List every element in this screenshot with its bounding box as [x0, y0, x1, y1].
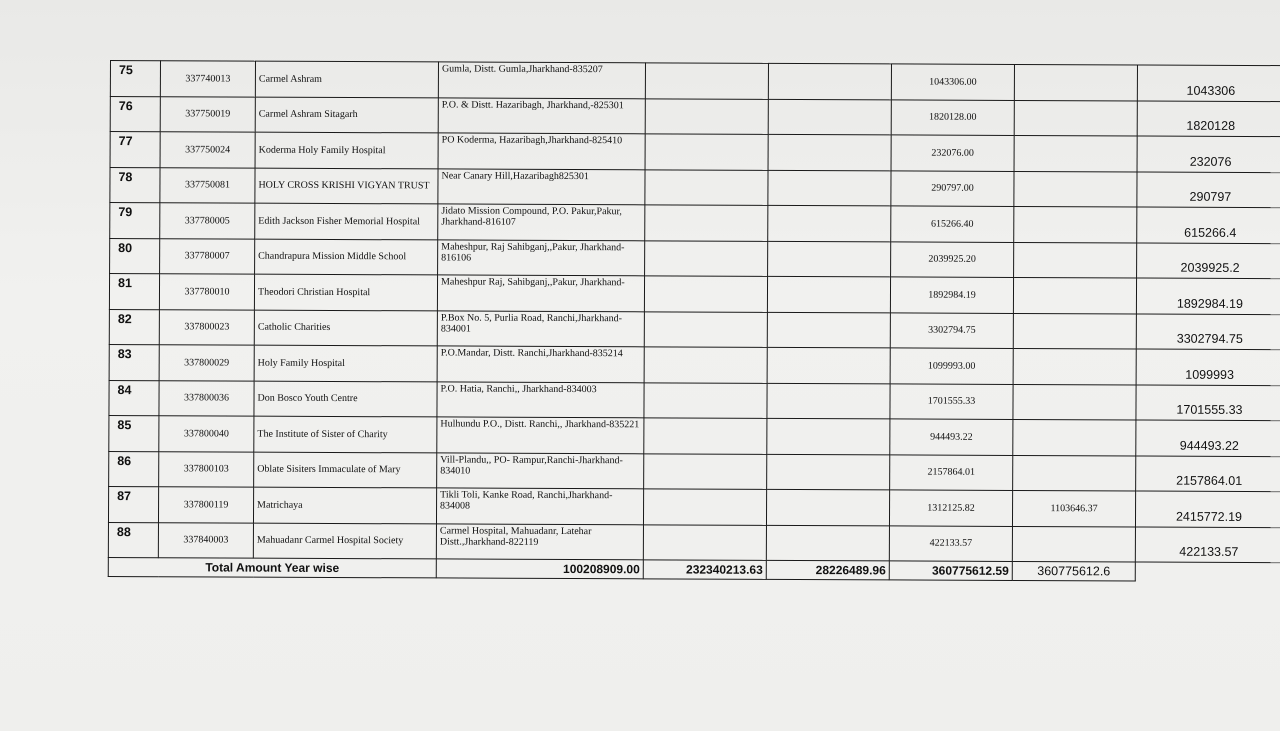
amount-year3: 290797.00: [891, 170, 1014, 206]
serial-number: 75: [110, 61, 160, 97]
organisation-name: Catholic Charities: [254, 310, 437, 346]
amount-year1: [644, 453, 767, 489]
fc-receipts-table: [108, 60, 1280, 582]
table-row: [109, 380, 1280, 421]
organisation-address: P.Box No. 5, Purlia Road, Ranchi,Jharkhand-834001: [437, 310, 644, 346]
serial-number: 80: [110, 238, 160, 274]
amount-year3: 1043306.00: [891, 64, 1014, 100]
registration-code: 337800040: [159, 416, 254, 452]
organisation-name: Carmel Ashram: [255, 61, 438, 97]
registration-code: 337740013: [160, 61, 255, 97]
amount-year3: 1099993.00: [890, 348, 1013, 384]
registration-code: 337800029: [159, 345, 254, 381]
amount-year2: [767, 454, 890, 490]
amount-year3: 422133.57: [889, 525, 1012, 561]
organisation-name: Koderma Holy Family Hospital: [255, 132, 438, 168]
amount-year1: [645, 240, 768, 276]
table-row: [109, 274, 1280, 315]
registration-code: 337800036: [159, 380, 254, 416]
table-row: [108, 522, 1280, 563]
amount-year4: [1013, 455, 1136, 491]
amount-total: 1820128: [1137, 100, 1280, 136]
table-row: [110, 238, 1280, 279]
registration-code: 337780007: [160, 238, 255, 274]
organisation-address: P.O.Mandar, Distt. Ranchi,Jharkhand-835214: [437, 346, 644, 382]
organisation-name: Carmel Ashram Sitagarh: [255, 97, 438, 133]
amount-year4: [1013, 384, 1136, 420]
amount-year2: [768, 170, 891, 206]
organisation-address: Carmel Hospital, Mahuadanr, Latehar Distt.,Jharkhand-822119: [436, 523, 643, 559]
registration-code: 337800119: [158, 487, 253, 523]
organisation-address: Gumla, Distt. Gumla,Jharkhand-835207: [438, 62, 645, 98]
amount-year3: 944493.22: [890, 419, 1013, 455]
table-row: [109, 415, 1280, 456]
organisation-name: Mahuadanr Carmel Hospital Society: [253, 523, 436, 559]
table-row: [109, 451, 1280, 492]
total-row: [108, 557, 1280, 581]
serial-number: 84: [109, 380, 159, 416]
table-row: [108, 486, 1280, 527]
total-label: Total Amount Year wise: [108, 557, 436, 577]
table-row: [109, 309, 1280, 350]
amount-year1: [644, 311, 767, 347]
amount-year3: 2157864.01: [890, 454, 1013, 490]
organisation-address: Hulhundu P.O., Distt. Ranchi,, Jharkhand-835221: [437, 417, 644, 453]
amount-year4: [1013, 277, 1136, 313]
amount-total: 1701555.33: [1136, 384, 1280, 420]
serial-number: 76: [110, 96, 160, 132]
serial-number: 79: [110, 203, 160, 239]
organisation-address: Maheshpur Raj, Sahibganj,,Pakur, Jharkhand-: [437, 275, 644, 311]
amount-year4: [1012, 526, 1135, 562]
registration-code: 337840003: [158, 522, 253, 558]
total-grand: 360775612.6: [1012, 561, 1135, 581]
amount-total: 422133.57: [1135, 526, 1280, 562]
amount-year1: [643, 489, 766, 525]
registration-code: 337800023: [159, 309, 254, 345]
organisation-address: Near Canary Hill,Hazaribagh825301: [438, 168, 645, 204]
organisation-name: Don Bosco Youth Centre: [254, 381, 437, 417]
amount-year4: [1013, 348, 1136, 384]
amount-year3: 1820128.00: [891, 99, 1014, 135]
registration-code: 337750024: [160, 132, 255, 168]
amount-year4: [1013, 313, 1136, 349]
registration-code: 337780010: [159, 274, 254, 310]
amount-year1: [645, 205, 768, 241]
document-sheet: [108, 60, 1243, 582]
organisation-address: PO Koderma, Hazaribagh,Jharkhand-825410: [438, 133, 645, 169]
serial-number: 83: [109, 344, 159, 380]
total-year3: 28226489.96: [766, 560, 889, 580]
organisation-name: Holy Family Hospital: [254, 345, 437, 381]
organisation-address: Maheshpur, Raj Sahibganj,,Pakur, Jharkhand-816106: [438, 239, 645, 275]
organisation-name: Chandrapura Mission Middle School: [255, 239, 438, 275]
table-row: [110, 96, 1280, 137]
amount-year4: [1014, 64, 1137, 100]
registration-code: 337750019: [160, 96, 255, 132]
registration-code: 337750081: [160, 167, 255, 203]
table-row: [110, 132, 1280, 173]
table-body: [108, 61, 1280, 563]
organisation-name: Theodori Christian Hospital: [254, 274, 437, 310]
amount-year2: [768, 134, 891, 170]
amount-year3: 2039925.20: [891, 241, 1014, 277]
amount-total: 2157864.01: [1136, 455, 1280, 491]
amount-total: 3302794.75: [1136, 313, 1280, 349]
amount-year4: [1014, 100, 1137, 136]
amount-year1: [645, 98, 768, 134]
registration-code: 337780005: [160, 203, 255, 239]
amount-year2: [767, 276, 890, 312]
amount-year1: [645, 134, 768, 170]
amount-total: 1892984.19: [1136, 278, 1280, 314]
organisation-name: Oblate Sisiters Immaculate of Mary: [254, 452, 437, 488]
registration-code: 337800103: [159, 451, 254, 487]
amount-year2: [768, 241, 891, 277]
total-year2: 232340213.63: [643, 560, 766, 580]
amount-total: 1099993: [1136, 349, 1280, 385]
organisation-address: P.O. & Distt. Hazaribagh, Jharkhand,-825301: [438, 97, 645, 133]
amount-year3: 232076.00: [891, 135, 1014, 171]
organisation-name: The Institute of Sister of Charity: [254, 416, 437, 452]
table-row: [110, 61, 1280, 102]
amount-year3: 1312125.82: [889, 490, 1012, 526]
organisation-address: Vill-Plandu,, PO- Rampur,Ranchi-Jharkhand-834010: [437, 452, 644, 488]
amount-year1: [645, 169, 768, 205]
amount-total: 232076: [1137, 136, 1280, 172]
amount-year2: [768, 99, 891, 135]
amount-year3: 615266.40: [891, 206, 1014, 242]
amount-year3: 1892984.19: [890, 277, 1013, 313]
amount-year1: [645, 63, 768, 99]
amount-year2: [767, 347, 890, 383]
table-row: [109, 344, 1280, 385]
amount-year4: 1103646.37: [1012, 490, 1135, 526]
amount-year1: [643, 524, 766, 560]
amount-year2: [766, 489, 889, 525]
serial-number: 88: [108, 522, 158, 558]
amount-year1: [644, 418, 767, 454]
serial-number: 77: [110, 132, 160, 168]
amount-total: 2415772.19: [1135, 491, 1280, 527]
amount-total: 1043306: [1137, 65, 1280, 101]
amount-year2: [768, 63, 891, 99]
amount-year3: 3302794.75: [890, 312, 1013, 348]
organisation-address: Tikli Toli, Kanke Road, Ranchi,Jharkhand-834008: [436, 488, 643, 524]
serial-number: 87: [108, 486, 158, 522]
table-row: [110, 167, 1280, 208]
amount-year4: [1014, 135, 1137, 171]
serial-number: 78: [110, 167, 160, 203]
serial-number: 82: [109, 309, 159, 345]
amount-total: 944493.22: [1136, 420, 1280, 456]
organisation-name: Matrichaya: [253, 487, 436, 523]
amount-year2: [767, 383, 890, 419]
table-row: [110, 203, 1280, 244]
amount-year1: [644, 382, 767, 418]
amount-year4: [1014, 242, 1137, 278]
amount-year1: [644, 347, 767, 383]
amount-year2: [766, 525, 889, 561]
organisation-address: P.O. Hatia, Ranchi,, Jharkhand-834003: [437, 381, 644, 417]
amount-year2: [767, 418, 890, 454]
total-year4: 360775612.59: [889, 561, 1012, 581]
amount-year3: 1701555.33: [890, 383, 1013, 419]
organisation-name: Edith Jackson Fisher Memorial Hospital: [255, 203, 438, 239]
amount-total: 615266.4: [1137, 207, 1280, 243]
amount-year4: [1013, 419, 1136, 455]
amount-year4: [1014, 171, 1137, 207]
amount-total: 290797: [1137, 171, 1280, 207]
serial-number: 81: [109, 274, 159, 310]
organisation-name: HOLY CROSS KRISHI VIGYAN TRUST: [255, 168, 438, 204]
total-year1: 100208909.00: [436, 559, 643, 579]
amount-year1: [644, 276, 767, 312]
amount-year2: [767, 312, 890, 348]
amount-year2: [768, 205, 891, 241]
serial-number: 85: [109, 415, 159, 451]
amount-year4: [1014, 206, 1137, 242]
serial-number: 86: [109, 451, 159, 487]
amount-total: 2039925.2: [1137, 242, 1280, 278]
organisation-address: Jidato Mission Compound, P.O. Pakur,Pakur, Jharkhand-816107: [438, 204, 645, 240]
